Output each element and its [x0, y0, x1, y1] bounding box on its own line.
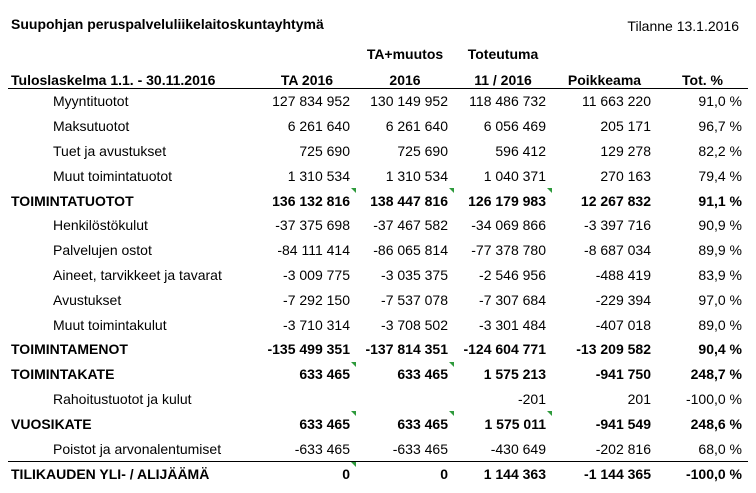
row-label: Tuet ja avustukset	[53, 142, 167, 159]
toteutuma-cell: 596 412	[495, 142, 546, 159]
ta-muutos-cell: -86 065 814	[373, 242, 448, 259]
poikkeama-cell: 205 171	[600, 118, 651, 135]
ta-muutos-cell: 725 690	[397, 142, 448, 159]
toteutuma-cell: 126 179 983	[454, 188, 552, 213]
pct-cell: 83,9 %	[698, 266, 742, 283]
table-body	[8, 89, 748, 487]
poikkeama-cell: -202 816	[595, 440, 651, 457]
ta-cell: -37 375 698	[275, 217, 350, 234]
row-label: Myyntituotot	[53, 93, 129, 110]
header-tot-pct: Tot. %	[657, 62, 748, 89]
toteutuma-cell: 1 040 371	[483, 167, 546, 184]
ta-muutos-cell: 6 261 640	[385, 118, 448, 135]
ta-cell: -84 111 414	[277, 242, 350, 259]
table-row	[8, 312, 748, 337]
pct-cell: 96,7 %	[698, 118, 742, 135]
table-row	[8, 387, 748, 412]
ta-cell: 725 690	[299, 142, 350, 159]
ta-muutos-cell	[356, 387, 454, 412]
poikkeama-cell: 270 163	[600, 167, 651, 184]
poikkeama-cell: -13 209 582	[576, 341, 651, 358]
ta-muutos-cell: -633 465	[392, 440, 448, 457]
pct-cell: 89,9 %	[698, 242, 742, 259]
row-label: Avustukset	[53, 291, 122, 308]
table-row	[8, 188, 748, 213]
table-row	[8, 337, 748, 362]
table-row	[8, 461, 748, 486]
pct-cell: -100,0 %	[685, 390, 742, 407]
ta-muutos-cell: 1 310 534	[385, 167, 448, 184]
report-date: Tilanne 13.1.2016	[627, 18, 739, 34]
table-row	[8, 263, 748, 288]
table-row	[8, 139, 748, 164]
header-top-ta-muutos: TA+muutos	[366, 46, 444, 62]
ta-muutos-cell: -3 035 375	[381, 266, 448, 283]
income-statement-table	[8, 38, 748, 487]
header-poikkeama: Poikkeama	[552, 62, 657, 89]
ta-cell: 136 132 816	[258, 188, 356, 213]
toteutuma-cell: 118 486 732	[469, 93, 546, 110]
poikkeama-cell: -8 687 034	[584, 242, 651, 259]
poikkeama-cell: 201	[627, 390, 651, 407]
ta-cell: 633 465	[258, 362, 356, 387]
row-label: Aineet, tarvikkeet ja tavarat	[53, 266, 222, 283]
pct-cell: 90,4 %	[698, 341, 742, 358]
ta-cell: 127 834 952	[272, 93, 350, 110]
pct-cell: 91,0 %	[698, 93, 742, 110]
ta-cell: 1 310 534	[287, 167, 350, 184]
row-label: TOIMINTAMENOT	[11, 341, 128, 358]
ta-cell: 6 261 640	[287, 118, 350, 135]
toteutuma-cell: -3 301 484	[479, 316, 546, 333]
ta-muutos-cell: 138 447 816	[356, 188, 454, 213]
table-row	[8, 114, 748, 139]
ta-cell	[258, 387, 356, 412]
ta-cell: 633 465	[258, 411, 356, 436]
header-row-bottom	[8, 62, 748, 89]
poikkeama-cell: -3 397 716	[584, 217, 651, 234]
poikkeama-cell: -229 394	[595, 291, 651, 308]
table-row	[8, 287, 748, 312]
pct-cell: 68,0 %	[698, 440, 742, 457]
row-label: Rahoitustuotot ja kulut	[53, 390, 192, 407]
ta-cell: -7 292 150	[283, 291, 350, 308]
toteutuma-cell: 6 056 469	[483, 118, 546, 135]
poikkeama-cell: -1 144 365	[552, 461, 657, 486]
pct-cell: 89,0 %	[698, 316, 742, 333]
table-row	[8, 436, 748, 461]
row-label: VUOSIKATE	[11, 415, 92, 432]
poikkeama-cell: 12 267 832	[580, 192, 651, 209]
row-label: Maksutuotot	[53, 118, 130, 135]
toteutuma-cell: -430 649	[490, 440, 546, 457]
table-row	[8, 163, 748, 188]
pct-cell: 90,9 %	[698, 217, 742, 234]
toteutuma-cell: -34 069 866	[471, 217, 546, 234]
table-row	[8, 411, 748, 436]
ta-muutos-cell: -137 814 351	[365, 341, 448, 358]
header-ta-2016: TA 2016	[258, 62, 356, 89]
table-row	[8, 238, 748, 263]
header-top-label	[8, 38, 258, 62]
row-label: Muut toimintatuotot	[53, 167, 173, 184]
header-toteutuma-period: 11 / 2016	[454, 62, 552, 89]
toteutuma-cell: -124 604 771	[463, 341, 546, 358]
ta-muutos-cell: 130 149 952	[370, 93, 448, 110]
pct-cell: 97,0 %	[698, 291, 742, 308]
row-label: Muut toimintakulut	[53, 316, 167, 333]
ta-muutos-cell: -7 537 078	[381, 291, 448, 308]
pct-cell: 248,7 %	[690, 366, 742, 383]
row-label: Poistot ja arvonalentumiset	[53, 440, 222, 457]
toteutuma-cell: -77 378 780	[471, 242, 546, 259]
pct-cell: -100,0 %	[657, 461, 748, 486]
header-period-label: Tuloslaskelma 1.1. - 30.11.2016	[8, 62, 258, 89]
row-label: TOIMINTAKATE	[11, 366, 115, 383]
poikkeama-cell: 11 663 220	[581, 93, 651, 110]
poikkeama-cell: -941 750	[595, 366, 651, 383]
table-row	[8, 362, 748, 387]
ta-cell: -3 710 314	[283, 316, 350, 333]
toteutuma-cell: -7 307 684	[479, 291, 546, 308]
poikkeama-cell: -488 419	[595, 266, 651, 283]
ta-muutos-cell: -37 467 582	[373, 217, 448, 234]
header-top-poikkeama	[552, 38, 657, 62]
pct-cell: 82,2 %	[698, 142, 742, 159]
header-top-ta	[258, 38, 356, 62]
ta-muutos-cell: 633 465	[356, 362, 454, 387]
header-row-top	[8, 38, 748, 62]
header-top-toteutuma: Toteutuma	[467, 46, 539, 62]
row-label: TOIMINTATUOTOT	[11, 192, 134, 209]
row-label: Palvelujen ostot	[53, 242, 152, 259]
ta-cell: -633 465	[294, 440, 350, 457]
poikkeama-cell: -407 018	[595, 316, 651, 333]
ta-muutos-cell: 633 465	[356, 411, 454, 436]
ta-cell: -3 009 775	[283, 266, 350, 283]
ta-muutos-cell: -3 708 502	[381, 316, 448, 333]
pct-cell: 91,1 %	[698, 192, 742, 209]
poikkeama-cell: 129 278	[600, 142, 651, 159]
toteutuma-cell: -2 546 956	[479, 266, 546, 283]
table-row	[8, 213, 748, 238]
poikkeama-cell: -941 549	[595, 415, 651, 432]
toteutuma-cell: -201	[517, 390, 546, 407]
header-top-pct	[657, 38, 748, 62]
organization-title: Suupohjan peruspalveluliikelaitoskuntayhtymä	[11, 16, 324, 32]
toteutuma-cell: 1 575 213	[483, 366, 546, 383]
ta-muutos-cell: 0	[356, 461, 454, 486]
row-label: TILIKAUDEN YLI- / ALIJÄÄMÄ	[8, 461, 258, 486]
pct-cell: 79,4 %	[698, 167, 742, 184]
header-ta-muutos-year: 2016	[356, 62, 454, 89]
toteutuma-cell: 1 144 363	[454, 461, 552, 486]
pct-cell: 248,6 %	[690, 415, 742, 432]
table-row	[8, 89, 748, 114]
ta-cell: -135 499 351	[267, 341, 350, 358]
row-label: Henkilöstökulut	[53, 217, 148, 234]
toteutuma-cell: 1 575 011	[454, 411, 552, 436]
ta-cell: 0	[258, 461, 356, 486]
